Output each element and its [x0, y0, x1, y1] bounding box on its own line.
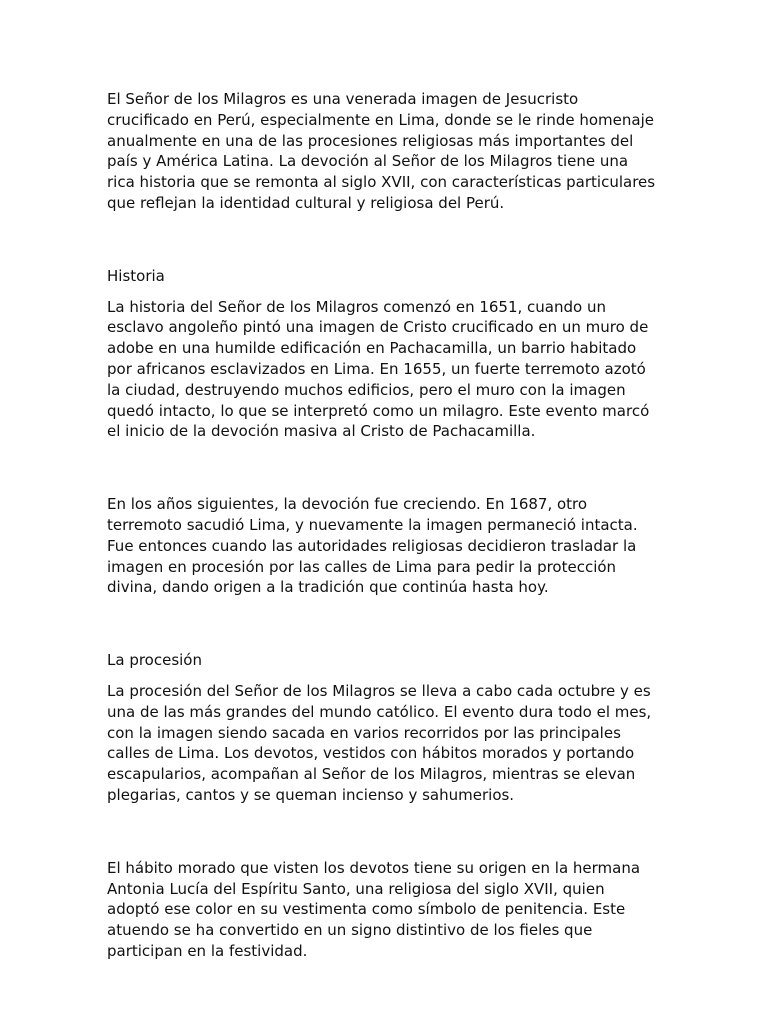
spacer	[107, 806, 667, 858]
procession-paragraph-2: El hábito morado que visten los devotos tiene su origen en la hermana Antonia Lucía del Espíritu Santo, una religiosa del siglo XVII, quien adoptó ese color en su vestimenta como símbolo de penitencia. Este atuendo se ha convertido en un signo distintivo de los fieles que participan en la festividad.	[107, 858, 641, 960]
history-paragraph-1: La historia del Señor de los Milagros comenzó en 1651, cuando un esclavo angoleño pintó una imagen de Cristo crucificado en un muro de adobe en una humilde edificación en Pachacamilla, un barrio habitado por africanos esclavizados en Lima. En 1655, un fuerte terremoto azotó la ciudad, destruyendo muchos edificios, pero el muro con la imagen quedó intacto, lo que se interpretó como un milagro. Este evento marcó el inicio de la devoción masiva al Cristo de Pachacamilla.	[107, 297, 650, 441]
spacer	[107, 287, 667, 297]
spacer	[107, 671, 667, 681]
spacer	[107, 442, 667, 494]
spacer	[107, 214, 667, 266]
section-heading-history: Historia	[107, 266, 165, 285]
procession-paragraph-1: La procesión del Señor de los Milagros se lleva a cabo cada octubre y es una de las más grandes del mundo católico. El evento dura todo el mes, con la imagen siendo sacada en varios recorridos por las principales calles de Lima. Los devotos, vestidos con hábitos morados y portando escapularios, acompañan al Señor de los Milagros, mientras se elevan plegarias, cantos y se queman incienso y sahumerios.	[107, 681, 652, 804]
document-page	[107, 89, 667, 962]
section-heading-procession: La procesión	[107, 651, 202, 670]
spacer	[107, 598, 667, 650]
intro-paragraph: El Señor de los Milagros es una venerada imagen de Jesucristo crucificado en Perú, especialmente en Lima, donde se le rinde homenaje anualmente en una de las procesiones religiosas más importantes del país y América Latina. La devoción al Señor de los Milagros tiene una rica historia que se remonta al siglo XVII, con características particulares que reflejan la identidad cultural y religiosa del Perú.	[107, 90, 656, 212]
history-paragraph-2: En los años siguientes, la devoción fue creciendo. En 1687, otro terremoto sacudió Lima, y nuevamente la imagen permaneció intacta. Fue entonces cuando las autoridades religiosas decidieron trasladar la imagen en procesión por las calles de Lima para pedir la protección divina, dando origen a la tradición que continúa hasta hoy.	[107, 495, 638, 597]
